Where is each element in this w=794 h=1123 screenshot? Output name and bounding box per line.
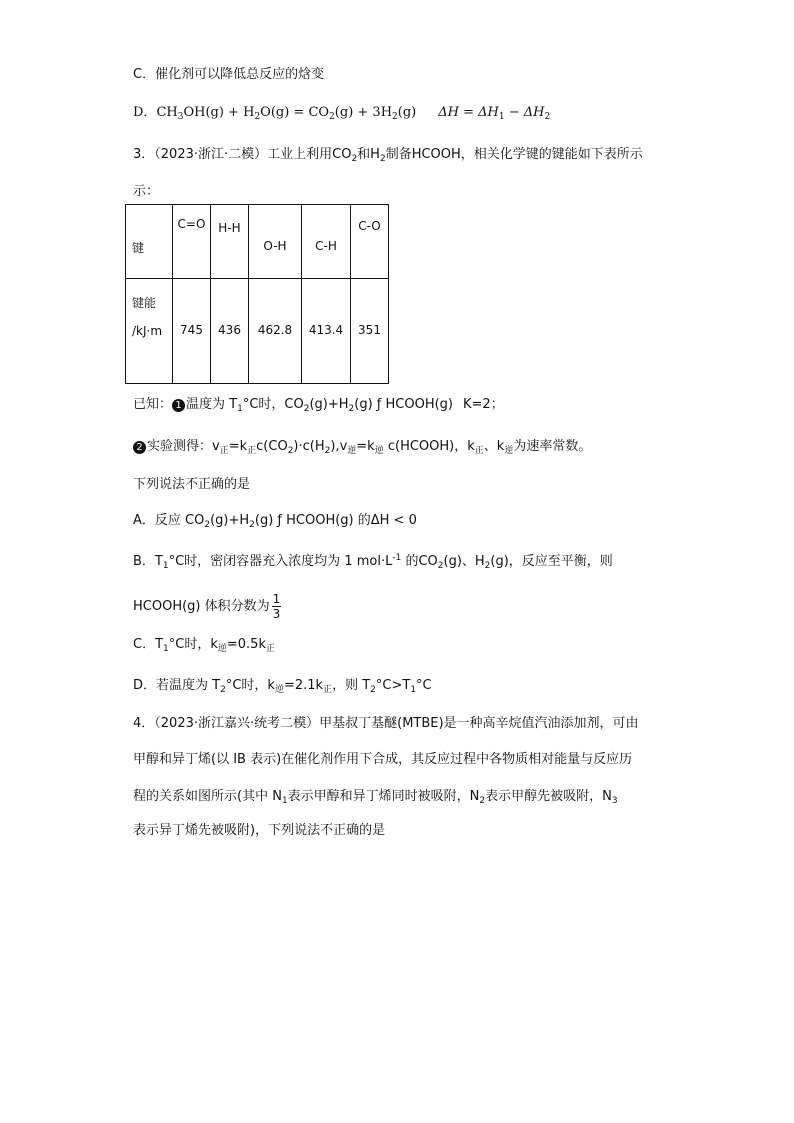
text: A．反应 CO (133, 513, 205, 528)
enthalpy-expr: − ΔH (504, 105, 545, 120)
bond-label: C=O (177, 217, 206, 231)
fraction-numerator: 1 (272, 592, 281, 606)
q3-option-b (133, 553, 613, 571)
subscript: 1 (410, 685, 417, 695)
table-row (126, 279, 389, 384)
text: 的CO (401, 554, 438, 569)
text: °C时，k (225, 678, 275, 693)
q3-stem-line2: 示： (133, 184, 160, 199)
enthalpy-expr: ΔH = ΔH (438, 105, 499, 120)
text: (g)，反应至平衡，则 (490, 554, 613, 569)
circled-number-icon: 1 (172, 399, 185, 412)
bond-label: C-O (358, 219, 381, 233)
formula-part: O(g) = CO (260, 105, 330, 120)
q3-option-c (133, 636, 275, 654)
q3-ask: 下列说法不正确的是 (133, 477, 251, 492)
text: 已知： (133, 397, 173, 412)
subscript: 2 (437, 561, 444, 571)
text: °C时，k (168, 637, 218, 652)
table-row (126, 205, 389, 279)
text: °C (416, 678, 432, 693)
table-label-cell (126, 279, 173, 384)
table-cell (211, 279, 249, 384)
q3-known-2 (133, 438, 591, 456)
subscript: 2 (484, 561, 491, 571)
text: K=2； (463, 397, 504, 412)
q4-line4: 表示异丁烯先被吸附)，下列说法不正确的是 (133, 823, 386, 838)
q4-line3 (133, 788, 618, 806)
subscript: 2 (254, 112, 261, 122)
subscript: 2 (287, 446, 294, 456)
text: (g)+H (309, 397, 349, 412)
text: 表示甲醇先被吸附，N (485, 789, 612, 804)
subscript: 正 (219, 446, 229, 456)
text: 表示甲醇和异丁烯同时被吸附，N (287, 789, 480, 804)
text: D．若温度为 T (133, 678, 221, 693)
formula-part: CH (156, 105, 178, 120)
subscript: 1 (498, 112, 505, 122)
q3-option-b-line2 (133, 592, 281, 621)
subscript: 逆 (217, 644, 227, 654)
energy-value: 413.4 (308, 323, 344, 337)
subscript: 1 (281, 796, 288, 806)
formula-part: OH(g) + H (183, 105, 255, 120)
text: B．T (133, 554, 163, 569)
text: 温度为 T (186, 397, 238, 412)
option-label: D． (133, 105, 157, 120)
text: °C时，密闭容器充入浓度均为 1 mol·L (168, 554, 393, 569)
table-header-cell (126, 205, 173, 279)
text: (g) ƒ HCOOH(g) (354, 397, 453, 412)
q4-line2: 甲醇和异丁烯(以 IB 表示)在催化剂作用下合成，其反应过程中各物质相对能量与反应历 (133, 752, 633, 767)
text: =0.5k (226, 637, 266, 652)
subscript: 逆 (504, 446, 514, 456)
energy-value: 745 (180, 323, 203, 337)
subscript: 1 (162, 561, 169, 571)
subscript: 1 (237, 404, 243, 414)
superscript: -1 (392, 553, 402, 563)
text: 3．（2023·浙江·二模）工业上利用CO (133, 147, 352, 162)
subscript: 逆 (374, 446, 384, 456)
subscript: 2 (329, 112, 335, 122)
text: 为速率常数。 (513, 439, 592, 454)
formula-part: (g) (397, 105, 417, 120)
subscript: 3 (177, 112, 184, 122)
q3-option-d (133, 677, 432, 695)
bond-label: C-H (315, 239, 337, 253)
circled-number-icon: 2 (133, 441, 146, 454)
subscript: 正 (247, 446, 257, 456)
formula-part: (g) + 3H (334, 105, 393, 120)
energy-unit: /kJ·m (132, 324, 163, 338)
text: (g) ƒ HCOOH(g) 的ΔH < 0 (254, 513, 417, 528)
text: HCOOH(g) 体积分数为 (133, 599, 270, 614)
q3-known-1 (133, 396, 504, 414)
subscript: 2 (479, 796, 486, 806)
header-label: 键 (132, 241, 145, 255)
subscript: 2 (379, 154, 386, 164)
text: C．T (133, 637, 164, 652)
fraction (272, 592, 282, 621)
table-header-cell (249, 205, 302, 279)
energy-value: 351 (358, 323, 381, 337)
text: ，则 T (332, 678, 371, 693)
table-cell (302, 279, 351, 384)
subscript: 正 (474, 446, 484, 456)
table-cell (173, 279, 211, 384)
table-header-cell (173, 205, 211, 279)
text: )·c(H (293, 439, 325, 454)
subscript: 2 (324, 446, 331, 456)
text: 制备HCOOH，相关化学键的键能如下表所示 (385, 147, 643, 162)
text: ),v (330, 439, 348, 454)
fraction-denominator: 3 (272, 607, 281, 621)
q4-line1: 4．（2023·浙江嘉兴·统考二模）甲基叔丁基醚(MTBE)是一种高辛烷值汽油添加剂，可由 (133, 716, 639, 731)
subscript: 2 (220, 685, 226, 695)
subscript: 逆 (347, 446, 357, 456)
energy-value: 436 (218, 323, 241, 337)
text: c(CO (256, 439, 288, 454)
q3-option-a (133, 512, 417, 530)
subscript: 2 (370, 685, 376, 695)
table-header-cell (302, 205, 351, 279)
subscript: 2 (544, 112, 551, 122)
subscript: 1 (163, 644, 169, 654)
energy-label: 键能 (132, 296, 157, 310)
table-header-cell (211, 205, 249, 279)
table-header-cell (351, 205, 389, 279)
text: °C时，CO (242, 397, 304, 412)
bond-label: H-H (218, 221, 241, 235)
subscript: 2 (303, 404, 310, 414)
text: =k (228, 439, 248, 454)
subscript: 2 (204, 520, 211, 530)
text: c(HCOOH)，k (383, 439, 475, 454)
text: °C>T (375, 678, 411, 693)
table-cell (351, 279, 389, 384)
text: 、k (483, 439, 505, 454)
q2-option-d (133, 104, 550, 122)
subscript: 2 (348, 404, 355, 414)
bond-energy-table (125, 204, 389, 384)
text: (g)+H (210, 513, 250, 528)
text: 和H (357, 147, 380, 162)
subscript: 2 (351, 154, 358, 164)
q3-stem-line1 (133, 146, 643, 164)
bond-label: O-H (263, 239, 287, 253)
subscript: 逆 (274, 685, 284, 695)
subscript: 2 (249, 520, 255, 530)
text: =k (356, 439, 375, 454)
text: 程的关系如图所示(其中 N (133, 789, 282, 804)
energy-value: 462.8 (257, 323, 293, 337)
subscript: 正 (323, 685, 333, 695)
subscript: 正 (266, 644, 276, 654)
table-cell (249, 279, 302, 384)
subscript: 2 (392, 112, 398, 122)
text: 实验测得：v (147, 439, 220, 454)
text: =2.1k (283, 678, 324, 693)
q2-option-c: C．催化剂可以降低总反应的焓变 (133, 67, 325, 82)
text: (g)、H (443, 554, 485, 569)
subscript: 3 (611, 796, 618, 806)
